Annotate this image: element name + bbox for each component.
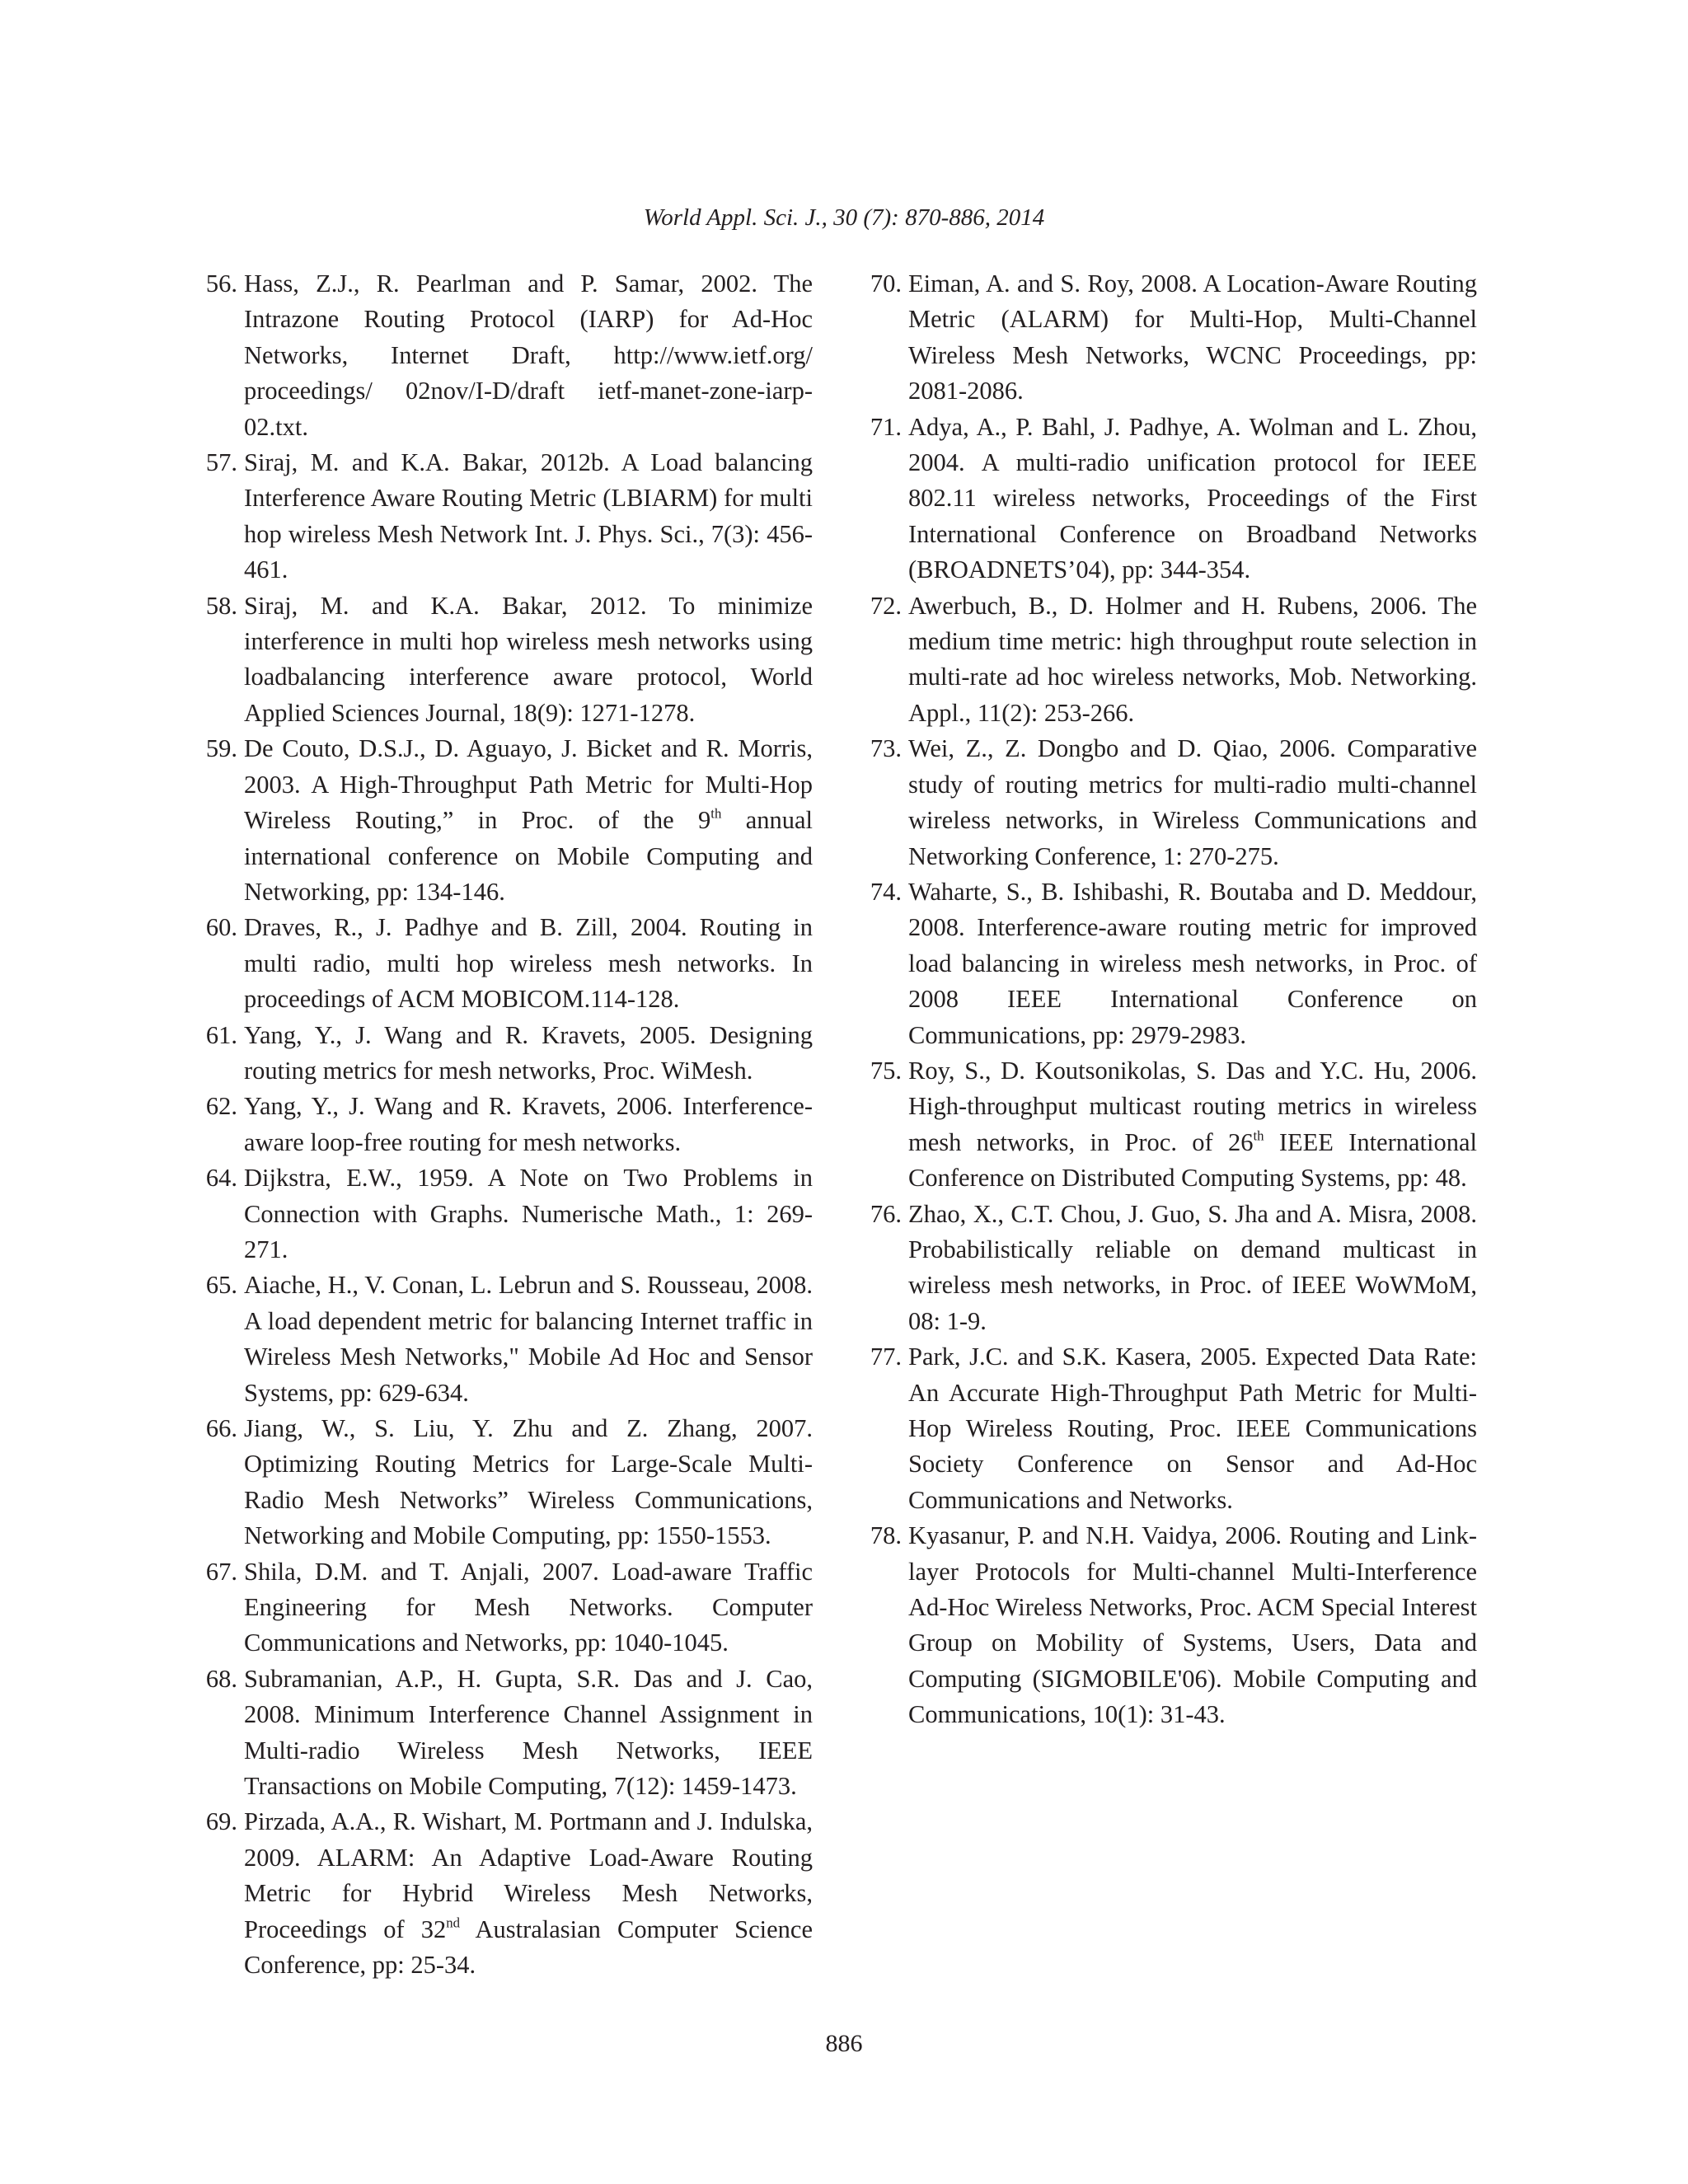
reference-text xyxy=(908,1053,1477,1197)
reference-number: 61. xyxy=(205,1020,237,1049)
reference-number: 58. xyxy=(205,591,237,620)
running-header: World Appl. Sci. J., 30 (7): 870-886, 2014 xyxy=(643,204,1045,231)
reference-text: Adya, A., P. Bahl, J. Padhye, A. Wolman and L. Zhou, 2004. A multi-radio unification protocol for IEEE 802.11 wireless networks, Proceedings of the First International Conference on Broadband Networks (BROADNETS’04), pp: 344-354. xyxy=(908,412,1477,584)
reference-text: Siraj, M. and K.A. Bakar, 2012. To minimize interference in multi hop wireless mesh networks using loadbalancing interference aware protocol, World Applied Sciences Journal, 18(9): 1271-1278. xyxy=(244,591,813,727)
reference-text xyxy=(244,1804,813,1983)
reference-75 xyxy=(859,1053,1477,1197)
reference-69 xyxy=(195,1804,813,1983)
reference-67 xyxy=(195,1554,813,1661)
reference-number: 67. xyxy=(205,1557,237,1586)
reference-text: Kyasanur, P. and N.H. Vaidya, 2006. Routing and Link-layer Protocols for Multi-channel Multi-Interference Ad-Hoc Wireless Networks, Proc. ACM Special Interest Group on Mobility of Systems, Users, Data and Computing (SIGMOBILE'06). Mobile Computing and Communications, 10(1): 31-43. xyxy=(908,1521,1477,1729)
reference-number: 74. xyxy=(870,877,902,906)
reference-number: 69. xyxy=(205,1807,237,1836)
ordinal-superscript: th xyxy=(710,805,722,822)
reference-number: 65. xyxy=(205,1271,237,1300)
page-number: 886 xyxy=(825,2030,863,2057)
reference-text: Waharte, S., B. Ishibashi, R. Boutaba and D. Meddour, 2008. Interference-aware routing metric for improved load balancing in wireless mesh networks, in Proc. of 2008 IEEE International Conference on Communications, pp: 2979-2983. xyxy=(908,877,1477,1049)
reference-number: 60. xyxy=(205,913,237,942)
reference-text: Eiman, A. and S. Roy, 2008. A Location-Aware Routing Metric (ALARM) for Multi-Hop, Multi-Channel Wireless Mesh Networks, WCNC Proceedings, pp: 2081-2086. xyxy=(908,269,1477,405)
reference-61 xyxy=(195,1018,813,1090)
reference-number: 78. xyxy=(870,1521,902,1550)
ordinal-superscript: th xyxy=(1253,1127,1264,1144)
reference-number: 68. xyxy=(205,1664,237,1693)
references-right-column xyxy=(859,266,1477,1733)
reference-text: Wei, Z., Z. Dongbo and D. Qiao, 2006. Comparative study of routing metrics for multi-radio multi-channel wireless networks, in Wireless Communications and Networking Conference, 1: 270-275. xyxy=(908,734,1477,870)
reference-text-part: Australasian Computer Science Conference, pp: 25-34. xyxy=(244,1915,814,1980)
reference-78 xyxy=(859,1518,1477,1732)
reference-number: 57. xyxy=(205,448,237,477)
reference-text: Shila, D.M. and T. Anjali, 2007. Load-aware Traffic Engineering for Mesh Networks. Computer Communications and Networks, pp: 1040-1045. xyxy=(244,1557,813,1657)
reference-text: Jiang, W., S. Liu, Y. Zhu and Z. Zhang, 2007. Optimizing Routing Metrics for Large-Scale Multi-Radio Mesh Networks” Wireless Communications, Networking and Mobile Computing, pp: 1550-1553. xyxy=(244,1414,813,1550)
reference-text-part: De Couto, D.S.J., D. Aguayo, J. Bicket and R. Morris, 2003. A High-Throughput Path Metric for Multi-Hop Wireless Routing,” in Proc. of the 9 xyxy=(244,734,813,835)
reference-66 xyxy=(195,1411,813,1554)
reference-text: Subramanian, A.P., H. Gupta, S.R. Das and J. Cao, 2008. Minimum Interference Channel Assignment in Multi-radio Wireless Mesh Networks, IEEE Transactions on Mobile Computing, 7(12): 1459-1473. xyxy=(244,1664,813,1801)
reference-text: Aiache, H., V. Conan, L. Lebrun and S. Rousseau, 2008. A load dependent metric for balancing Internet traffic in Wireless Mesh Networks," Mobile Ad Hoc and Sensor Systems, pp: 629-634. xyxy=(244,1271,813,1407)
reference-text: Park, J.C. and S.K. Kasera, 2005. Expected Data Rate: An Accurate High-Throughput Path Metric for Multi-Hop Wireless Routing, Proc. IEEE Communications Society Conference on Sensor and Ad-Hoc Communications and Networks. xyxy=(908,1343,1477,1514)
reference-60 xyxy=(195,910,813,1017)
reference-number: 76. xyxy=(870,1199,902,1228)
reference-number: 71. xyxy=(870,412,902,441)
reference-71 xyxy=(859,410,1477,588)
reference-number: 70. xyxy=(870,269,902,298)
reference-text: Awerbuch, B., D. Holmer and H. Rubens, 2006. The medium time metric: high throughput route selection in multi-rate ad hoc wireless networks, Mob. Networking. Appl., 11(2): 253-266. xyxy=(908,591,1477,727)
reference-text: Siraj, M. and K.A. Bakar, 2012b. A Load balancing Interference Aware Routing Metric (LBIARM) for multi hop wireless Mesh Network Int. J. Phys. Sci., 7(3): 456-461. xyxy=(244,448,813,584)
reference-text: Yang, Y., J. Wang and R. Kravets, 2006. Interference-aware loop-free routing for mesh networks. xyxy=(244,1092,813,1156)
reference-number: 59. xyxy=(205,734,237,763)
reference-59 xyxy=(195,731,813,910)
reference-72 xyxy=(859,588,1477,732)
reference-number: 66. xyxy=(205,1414,237,1442)
reference-text: Yang, Y., J. Wang and R. Kravets, 2005. Designing routing metrics for mesh networks, Proc. WiMesh. xyxy=(244,1020,813,1085)
reference-text: Dijkstra, E.W., 1959. A Note on Two Problems in Connection with Graphs. Numerische Math., 1: 269-271. xyxy=(244,1164,813,1263)
reference-57 xyxy=(195,445,813,588)
reference-text-part: Roy, S., D. Koutsonikolas, S. Das and Y.C. Hu, 2006. High-throughput multicast routing metrics in wireless mesh networks, in Proc. of 26 xyxy=(908,1056,1477,1156)
reference-number: 77. xyxy=(870,1343,902,1371)
reference-56 xyxy=(195,266,813,445)
reference-text: Zhao, X., C.T. Chou, J. Guo, S. Jha and A. Misra, 2008. Probabilistically reliable on demand multicast in wireless mesh networks, in Proc. of IEEE WoWMoM, 08: 1-9. xyxy=(908,1199,1477,1335)
reference-text-part: IEEE International Conference on Distributed Computing Systems, pp: 48. xyxy=(908,1127,1477,1193)
reference-number: 75. xyxy=(870,1056,902,1085)
reference-number: 72. xyxy=(870,591,902,620)
reference-58 xyxy=(195,588,813,732)
reference-62 xyxy=(195,1089,813,1160)
reference-number: 73. xyxy=(870,734,902,763)
reference-73 xyxy=(859,731,1477,874)
reference-64 xyxy=(195,1160,813,1268)
reference-74 xyxy=(859,874,1477,1053)
reference-65 xyxy=(195,1268,813,1411)
references-left-column xyxy=(195,266,813,1984)
reference-70 xyxy=(859,266,1477,410)
reference-text: Draves, R., J. Padhye and B. Zill, 2004. Routing in multi radio, multi hop wireless mesh networks. In proceedings of ACM MOBICOM.114-128. xyxy=(244,913,813,1014)
reference-68 xyxy=(195,1661,813,1805)
reference-number: 62. xyxy=(205,1092,237,1121)
reference-text: Hass, Z.J., R. Pearlman and P. Samar, 2002. The Intrazone Routing Protocol (IARP) for Ad-Hoc Networks, Internet Draft, http://www.ietf.org/ proceedings/ 02nov/I-D/draft ietf-manet-zone-iarp-02.txt. xyxy=(244,269,813,441)
reference-number: 64. xyxy=(205,1164,237,1193)
reference-text-part: Pirzada, A.A., R. Wishart, M. Portmann and J. Indulska, 2009. ALARM: An Adaptive Load-Aware Routing Metric for Hybrid Wireless Mesh Networks, Proceedings of 32 xyxy=(244,1807,813,1943)
reference-text xyxy=(244,731,813,910)
reference-text-part: annual international conference on Mobile Computing and Networking, pp: 134-146. xyxy=(244,806,813,906)
reference-77 xyxy=(859,1339,1477,1518)
ordinal-superscript: nd xyxy=(446,1915,461,1931)
reference-76 xyxy=(859,1197,1477,1340)
reference-number: 56. xyxy=(205,269,237,298)
